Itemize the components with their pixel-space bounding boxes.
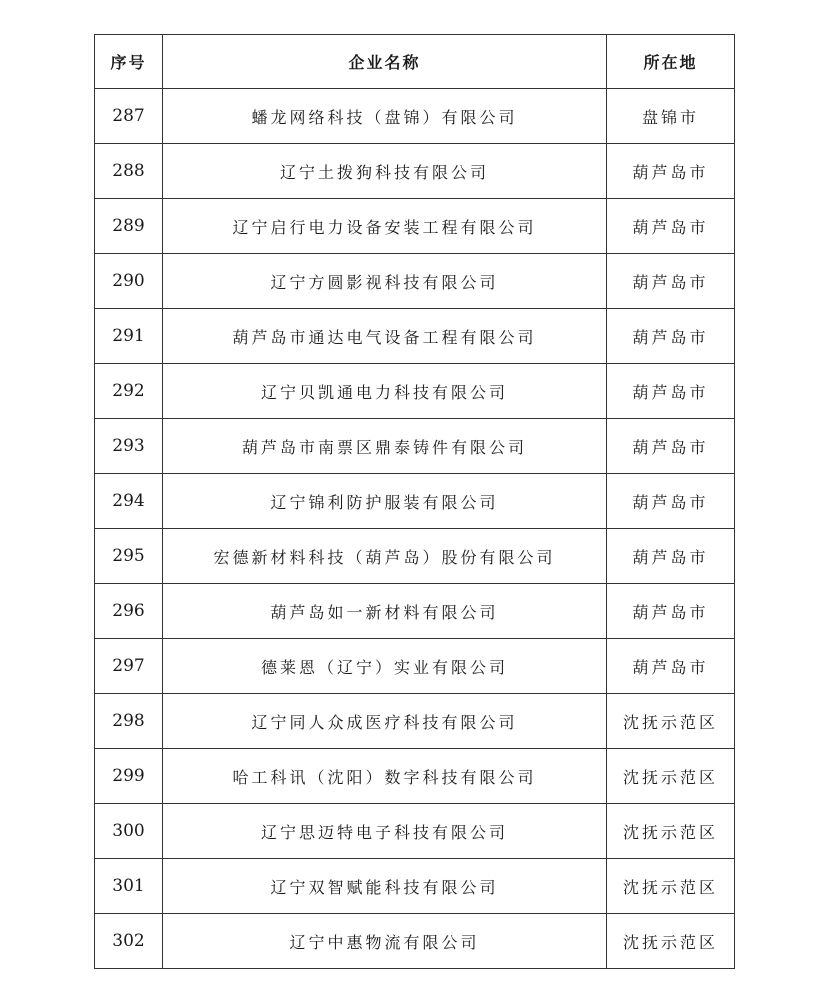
location-cell: 葫芦岛市 [607, 144, 735, 199]
company-name-cell: 辽宁思迈特电子科技有限公司 [163, 804, 607, 859]
company-name-cell: 葫芦岛如一新材料有限公司 [163, 584, 607, 639]
serial-number-cell: 300 [95, 804, 163, 859]
location-cell: 沈抚示范区 [607, 859, 735, 914]
serial-number-cell: 291 [95, 309, 163, 364]
serial-number-cell: 288 [95, 144, 163, 199]
location-cell: 葫芦岛市 [607, 474, 735, 529]
table-row [95, 749, 735, 804]
serial-number-cell: 297 [95, 639, 163, 694]
location-cell: 葫芦岛市 [607, 309, 735, 364]
company-name-cell: 宏德新材料科技（葫芦岛）股份有限公司 [163, 529, 607, 584]
company-name-cell: 辽宁同人众成医疗科技有限公司 [163, 694, 607, 749]
location-cell: 沈抚示范区 [607, 914, 735, 969]
company-name-cell: 蟠龙网络科技（盘锦）有限公司 [163, 89, 607, 144]
company-name-cell: 哈工科讯（沈阳）数字科技有限公司 [163, 749, 607, 804]
table-row [95, 639, 735, 694]
location-cell: 葫芦岛市 [607, 199, 735, 254]
location-cell: 葫芦岛市 [607, 419, 735, 474]
serial-number-cell: 290 [95, 254, 163, 309]
header-company-name: 企业名称 [163, 35, 607, 89]
company-name-cell: 辽宁中惠物流有限公司 [163, 914, 607, 969]
company-name-cell: 葫芦岛市南票区鼎泰铸件有限公司 [163, 419, 607, 474]
location-cell: 沈抚示范区 [607, 694, 735, 749]
table-row [95, 914, 735, 969]
table-row [95, 584, 735, 639]
table-row [95, 309, 735, 364]
table-row [95, 364, 735, 419]
table-row [95, 199, 735, 254]
serial-number-cell: 289 [95, 199, 163, 254]
location-cell: 葫芦岛市 [607, 364, 735, 419]
location-cell: 葫芦岛市 [607, 639, 735, 694]
serial-number-cell: 292 [95, 364, 163, 419]
location-cell: 盘锦市 [607, 89, 735, 144]
table-body [95, 89, 735, 969]
location-cell: 葫芦岛市 [607, 529, 735, 584]
serial-number-cell: 294 [95, 474, 163, 529]
company-name-cell: 辽宁双智赋能科技有限公司 [163, 859, 607, 914]
serial-number-cell: 298 [95, 694, 163, 749]
table-row [95, 529, 735, 584]
table-row [95, 144, 735, 199]
serial-number-cell: 302 [95, 914, 163, 969]
company-name-cell: 辽宁土拨狗科技有限公司 [163, 144, 607, 199]
table-row [95, 419, 735, 474]
table-row [95, 254, 735, 309]
company-name-cell: 葫芦岛市通达电气设备工程有限公司 [163, 309, 607, 364]
company-name-cell: 辽宁方圆影视科技有限公司 [163, 254, 607, 309]
table-row [95, 474, 735, 529]
company-name-cell: 辽宁启行电力设备安装工程有限公司 [163, 199, 607, 254]
location-cell: 沈抚示范区 [607, 804, 735, 859]
location-cell: 沈抚示范区 [607, 749, 735, 804]
table-row [95, 89, 735, 144]
table-row [95, 859, 735, 914]
serial-number-cell: 295 [95, 529, 163, 584]
serial-number-cell: 301 [95, 859, 163, 914]
location-cell: 葫芦岛市 [607, 254, 735, 309]
header-location: 所在地 [607, 35, 735, 89]
company-name-cell: 德莱恩（辽宁）实业有限公司 [163, 639, 607, 694]
table-header-row [95, 35, 735, 89]
table-row [95, 804, 735, 859]
serial-number-cell: 293 [95, 419, 163, 474]
location-cell: 葫芦岛市 [607, 584, 735, 639]
serial-number-cell: 296 [95, 584, 163, 639]
company-name-cell: 辽宁锦利防护服装有限公司 [163, 474, 607, 529]
company-table [94, 34, 735, 969]
serial-number-cell: 287 [95, 89, 163, 144]
serial-number-cell: 299 [95, 749, 163, 804]
company-name-cell: 辽宁贝凯通电力科技有限公司 [163, 364, 607, 419]
header-serial-number: 序号 [95, 35, 163, 89]
table-row [95, 694, 735, 749]
